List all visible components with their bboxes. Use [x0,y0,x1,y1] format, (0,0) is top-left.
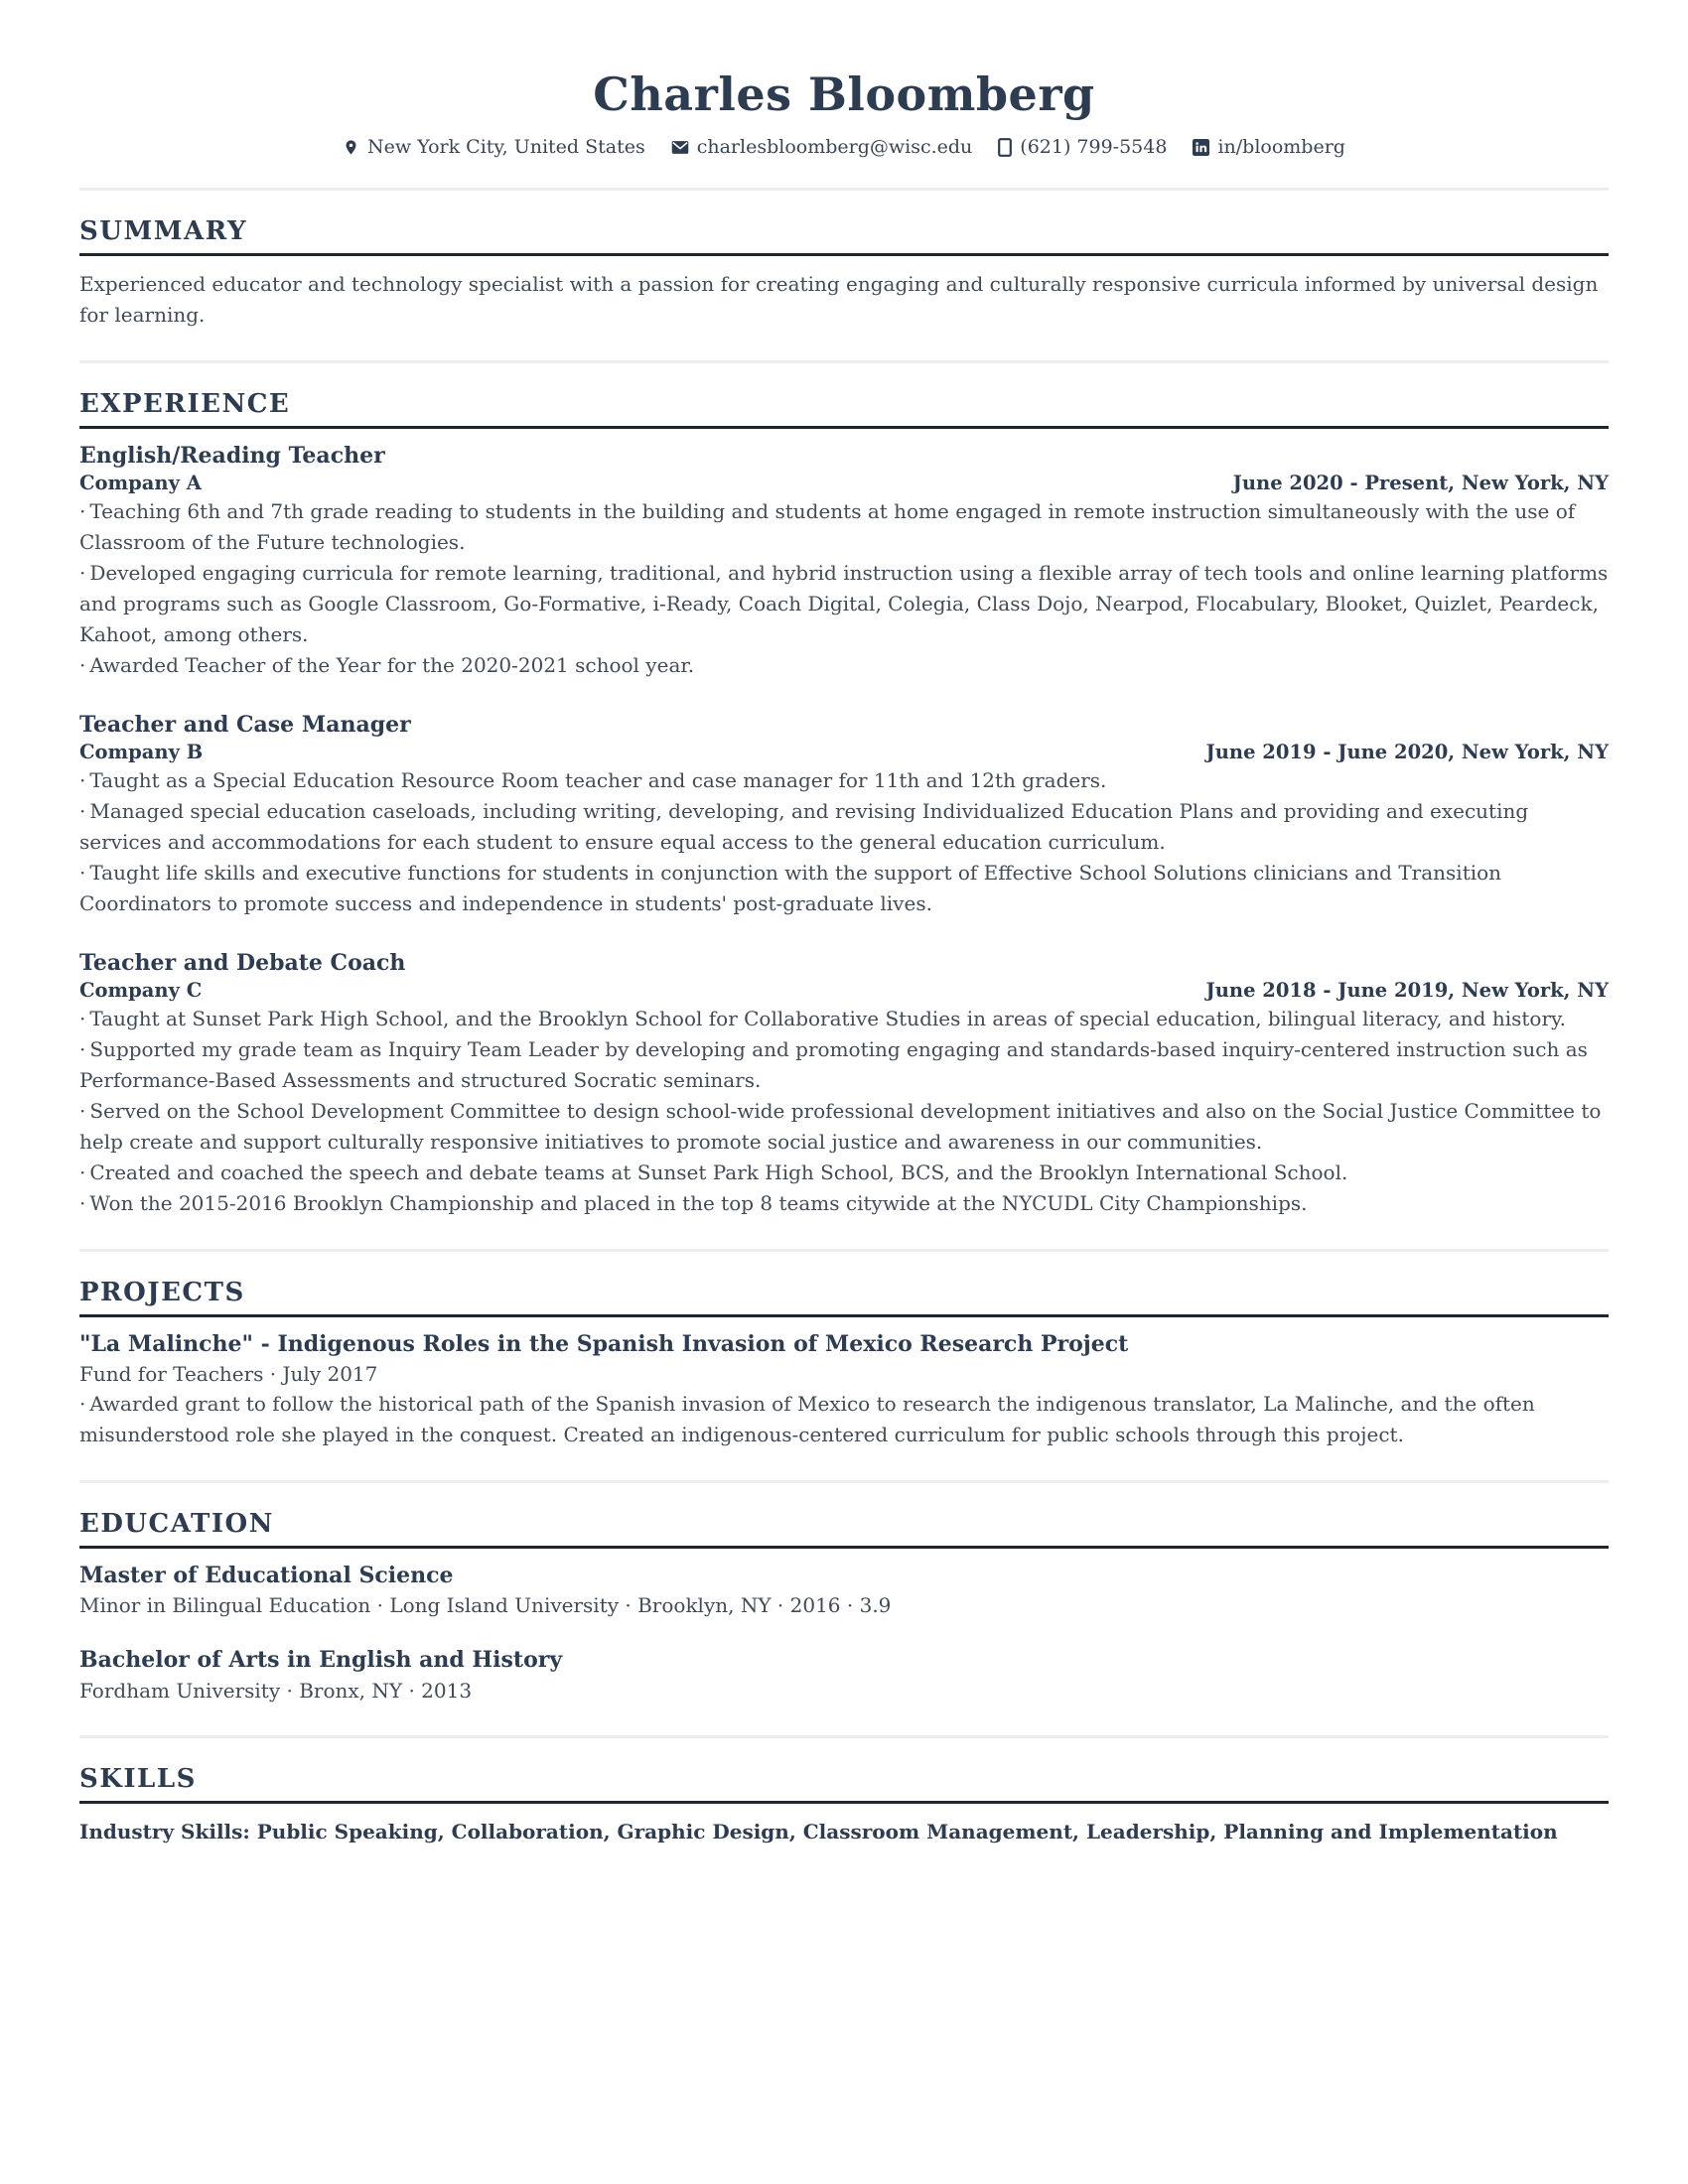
job-company: Company B [79,740,204,763]
job-bullet: · Created and coached the speech and debate teams at Sunset Park High School, BCS, and the Brooklyn International School. [79,1158,1609,1188]
email-icon [671,140,689,155]
education-heading: EDUCATION [79,1509,1609,1549]
job-company: Company A [79,471,202,494]
section-divider [79,1480,1609,1483]
job-bullets [79,1004,1609,1219]
contact-phone-text: (621) 799-5548 [1020,136,1168,159]
contact-linkedin-text: in/bloomberg [1217,136,1345,159]
job-date-location: June 2019 - June 2020, New York, NY [1205,740,1609,763]
experience-heading: EXPERIENCE [79,389,1609,429]
job-bullets [79,496,1609,681]
job-bullet: · Managed special education caseloads, including writing, developing, and revising Individualized Education Plans and providing and executing services and accommodations for each student to ensure equal access to the general education curriculum. [79,796,1609,858]
summary-text: Experienced educator and technology specialist with a passion for creating engaging and culturally responsive curricula informed by universal design for learning. [79,272,1599,328]
degree-title: Bachelor of Arts in English and History [79,1647,563,1674]
job-bullet: · Supported my grade team as Inquiry Team Leader by developing and promoting engaging and standards-based inquiry-centered instruction such as Performance-Based Assessments and structured Socratic seminars. [79,1034,1609,1096]
section-divider [79,1735,1609,1738]
education-entry [79,1562,1609,1621]
contact-phone [998,136,1167,158]
job-date-location: June 2018 - June 2019, New York, NY [1205,978,1609,1002]
job-title: Teacher and Debate Coach [79,950,406,976]
degree-title: Master of Educational Science [79,1562,454,1588]
contact-email [671,136,973,158]
job-company: Company C [79,978,203,1002]
job-title: Teacher and Case Manager [79,712,411,739]
job-entry [79,949,1609,1219]
candidate-name: Charles Bloomberg [593,68,1095,121]
job-bullet: · Served on the School Development Committee to design school-wide professional development initiatives and also on the Social Justice Committee to help create and support culturally responsive initiatives to promote social justice and awareness in our communities. [79,1096,1609,1158]
phone-icon [998,138,1012,157]
skills-text: Industry Skills: Public Speaking, Collaboration, Graphic Design, Classroom Management, Leadership, Planning and Implementation [79,1819,1558,1843]
section-experience [79,389,1609,1219]
projects-heading: PROJECTS [79,1278,1609,1317]
job-bullet: · Won the 2015-2016 Brooklyn Championship and placed in the top 8 teams citywide at the NYCUDL City Championships. [79,1188,1609,1219]
job-bullet: · Taught life skills and executive functions for students in conjunction with the support of Effective School Solutions clinicians and Transition Coordinators to promote success and independence in students' post-graduate lives. [79,858,1609,919]
resume-header [79,68,1609,158]
summary-heading: SUMMARY [79,216,1609,256]
job-bullet: · Taught as a Special Education Resource Room teacher and case manager for 11th and 12th graders. [79,765,1609,796]
degree-details: Fordham University · Bronx, NY · 2013 [79,1678,473,1703]
degree-details: Minor in Bilingual Education · Long Island University · Brooklyn, NY · 2016 · 3.9 [79,1593,892,1618]
job-bullets [79,765,1609,919]
section-skills [79,1764,1609,1846]
project-bullet: · Awarded grant to follow the historical path of the Spanish invasion of Mexico to research the indigenous translator, La Malinche, and the often misunderstood role she played in the conquest. Created an indigenous-centered curriculum for public schools through this project. [79,1389,1609,1450]
section-education [79,1509,1609,1706]
project-entry [79,1330,1609,1450]
job-bullet: · Awarded Teacher of the Year for the 2020-2021 school year. [79,650,1609,681]
job-bullet: · Teaching 6th and 7th grade reading to students in the building and students at home engaged in remote instruction simultaneously with the use of Classroom of the Future technologies. [79,496,1609,558]
contact-email-text: charlesbloomberg@wisc.edu [696,136,973,159]
section-divider [79,360,1609,363]
contact-linkedin [1193,136,1345,158]
job-entry [79,711,1609,919]
contact-row [79,136,1609,158]
job-bullet: · Taught at Sunset Park High School, and the Brooklyn School for Collaborative Studies in areas of special education, bilingual literacy, and history. [79,1004,1609,1034]
contact-location-text: New York City, United States [367,136,645,159]
job-title: English/Reading Teacher [79,443,385,470]
project-subtitle: Fund for Teachers · July 2017 [79,1361,378,1386]
contact-location [343,136,645,158]
section-divider [79,188,1609,191]
section-divider [79,1249,1609,1252]
job-entry [79,442,1609,681]
education-entry [79,1646,1609,1706]
linkedin-icon [1193,139,1209,156]
job-bullet: · Developed engaging curricula for remote learning, traditional, and hybrid instruction using a flexible array of tech tools and online learning platforms and programs such as Google Classroom, Go-Formative, i-Ready, Coach Digital, Colegia, Class Dojo, Nearpod, Flocabulary, Blooket, Quizlet, Peardeck, Kahoot, among others. [79,558,1609,650]
project-title: "La Malinche" - Indigenous Roles in the Spanish Invasion of Mexico Research Project [79,1330,1129,1357]
skills-heading: SKILLS [79,1764,1609,1804]
location-pin-icon [343,139,359,156]
section-summary [79,216,1609,331]
section-projects [79,1278,1609,1450]
job-date-location: June 2020 - Present, New York, NY [1232,471,1609,494]
project-bullets [79,1389,1609,1450]
